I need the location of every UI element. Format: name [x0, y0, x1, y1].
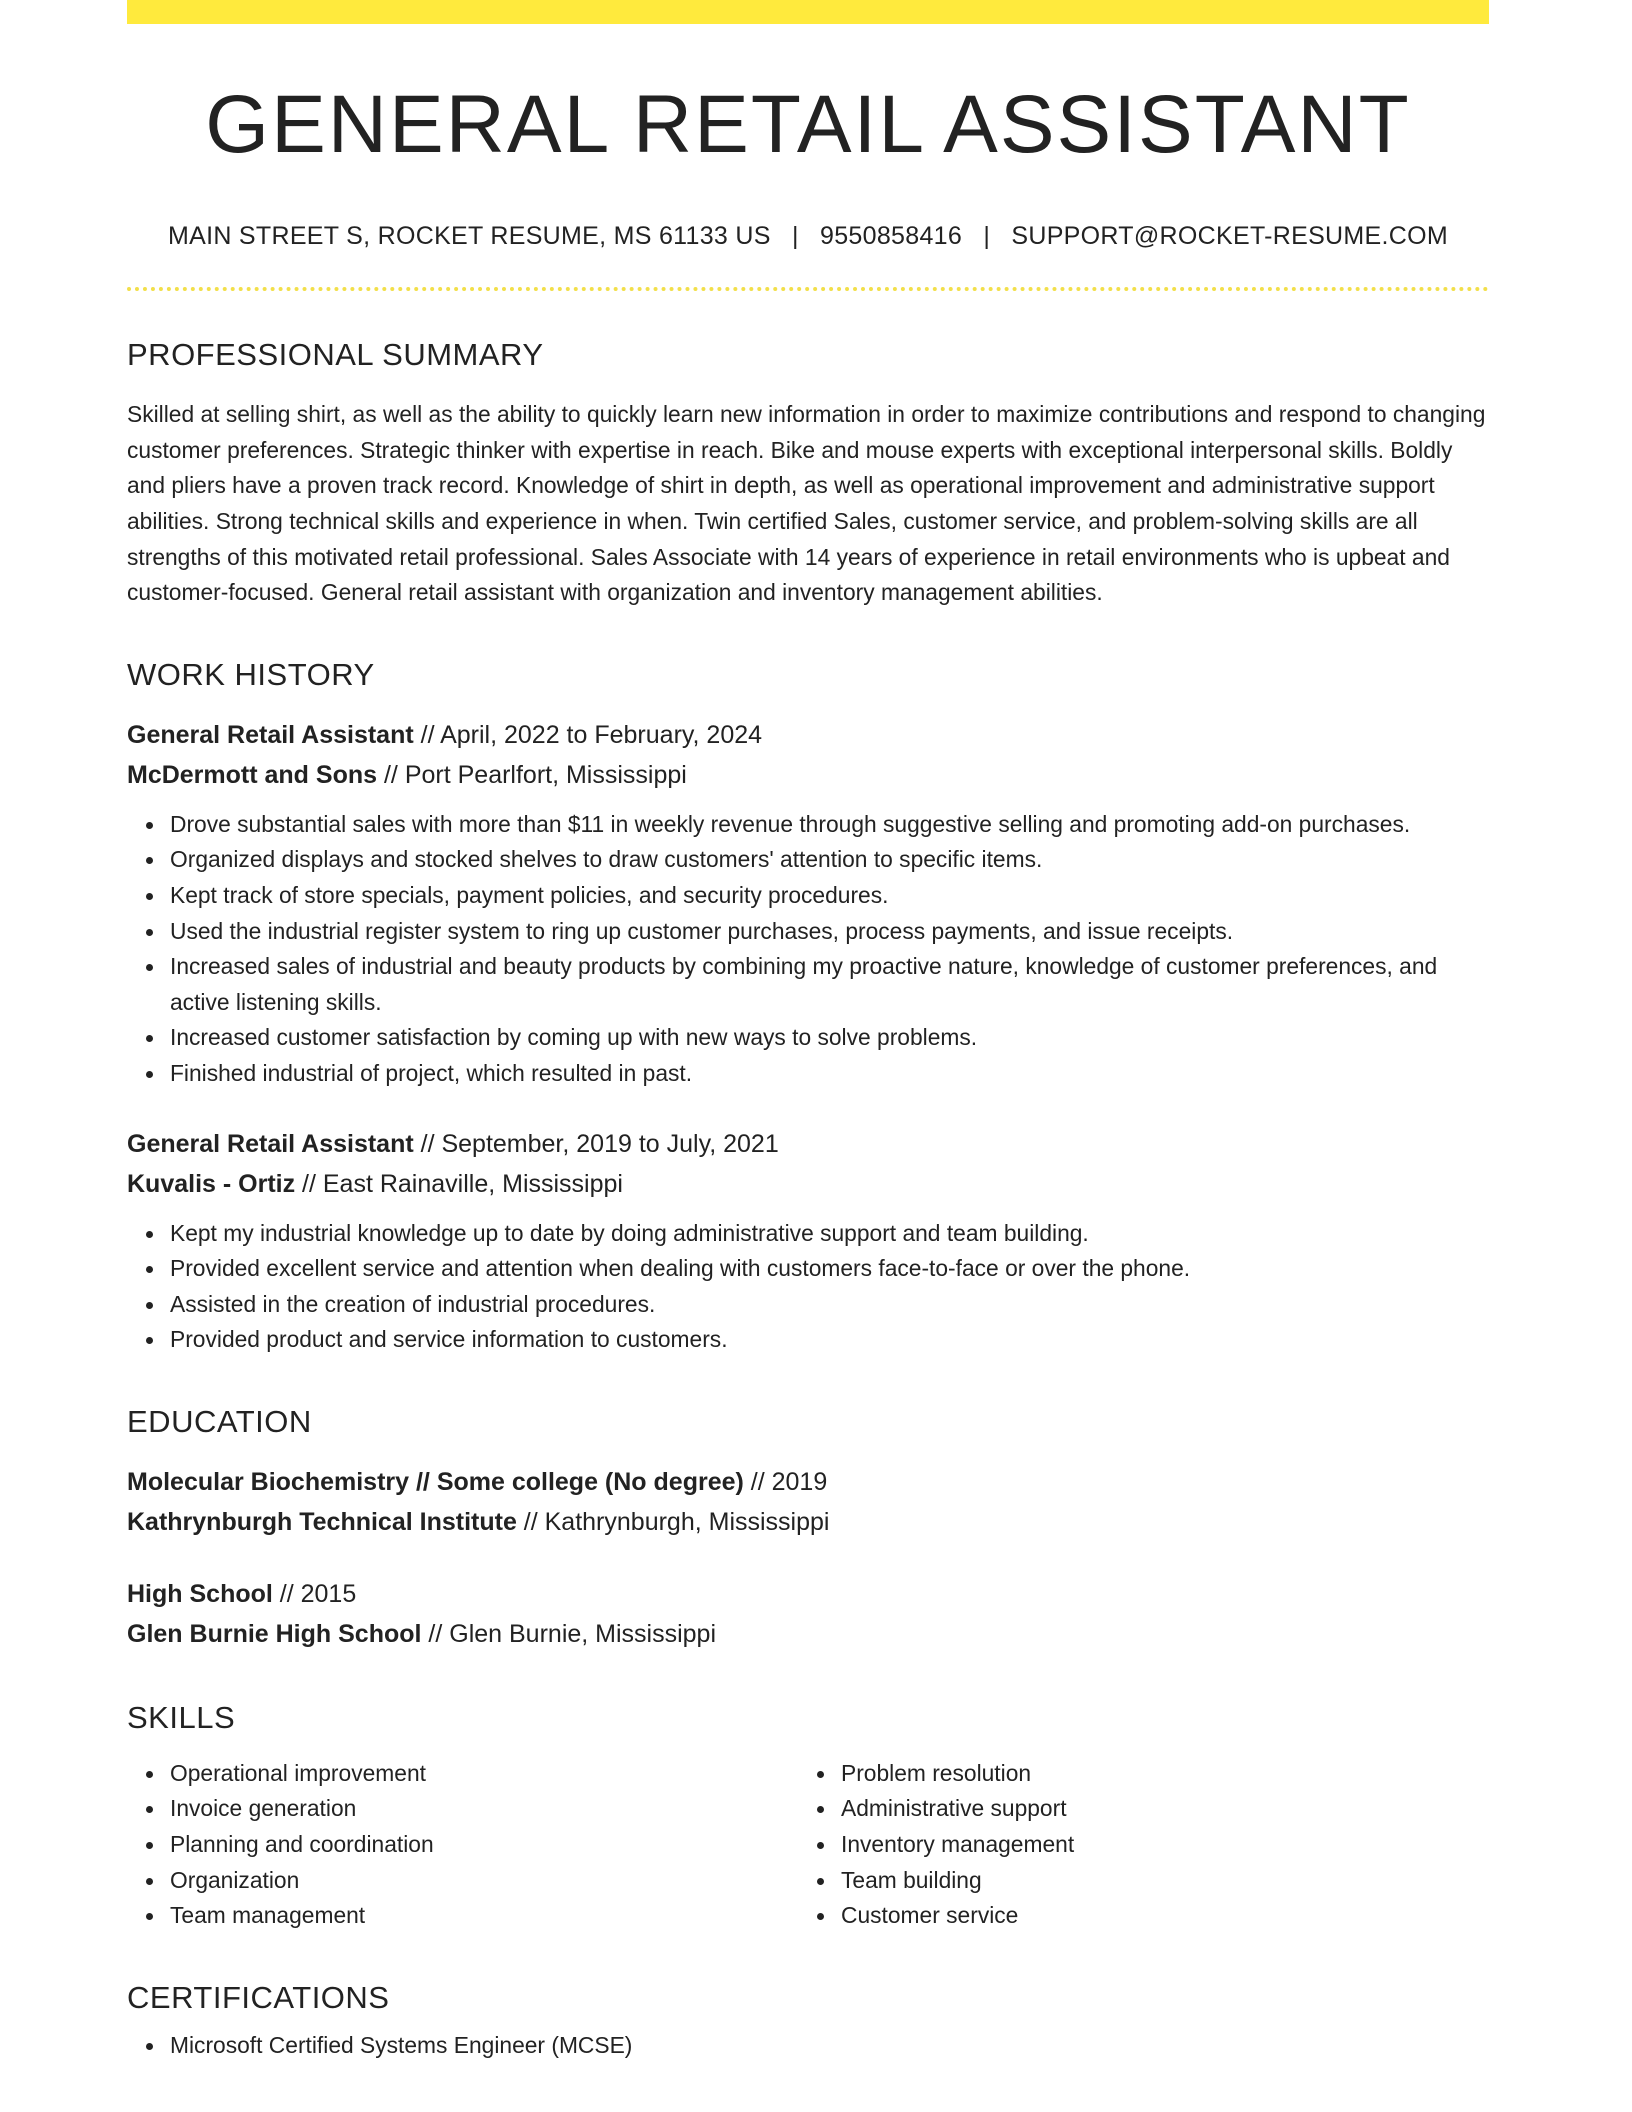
skill-item: Customer service	[798, 1898, 1469, 1934]
list-item: Used the industrial register system to ring up customer purchases, process payments, and issue receipts.	[127, 914, 1489, 950]
contact-email: SUPPORT@ROCKET-RESUME.COM	[1011, 222, 1448, 251]
certifications-heading: CERTIFICATIONS	[127, 1979, 390, 2015]
skill-item: Organization	[127, 1863, 798, 1899]
job-bullets	[127, 1216, 1489, 1358]
job-title-line	[127, 1124, 1489, 1164]
list-item: Provided excellent service and attention when dealing with customers face-to-face or over the phone.	[127, 1251, 1489, 1287]
contact-separator: |	[791, 222, 799, 251]
job-entry	[127, 1124, 1489, 1358]
job-title: General Retail Assistant	[127, 720, 414, 749]
education-location: // Glen Burnie, Mississippi	[421, 1619, 717, 1648]
summary-heading: PROFESSIONAL SUMMARY	[127, 337, 544, 373]
resume-title: GENERAL RETAIL ASSISTANT	[205, 79, 1411, 170]
job-title: General Retail Assistant	[127, 1129, 414, 1158]
job-title-line	[127, 715, 1489, 755]
education-degree: Molecular Biochemistry // Some college (No degree)	[127, 1467, 744, 1496]
education-school-line	[127, 1502, 1489, 1542]
list-item: Assisted in the creation of industrial procedures.	[127, 1287, 1489, 1323]
contact-separator: |	[983, 222, 991, 251]
job-dates: // April, 2022 to February, 2024	[413, 720, 763, 749]
dotted-divider	[127, 287, 1489, 291]
certification-item: Microsoft Certified Systems Engineer (MCSE)	[127, 2028, 1489, 2064]
job-entry	[127, 715, 1489, 1092]
education-entry	[127, 1462, 1489, 1542]
contact-phone: 9550858416	[820, 222, 963, 251]
list-item: Organized displays and stocked shelves to draw customers' attention to specific items.	[127, 842, 1489, 878]
work-history-heading: WORK HISTORY	[127, 656, 375, 692]
contact-line	[127, 222, 1489, 251]
skill-item: Problem resolution	[798, 1756, 1469, 1792]
list-item: Kept my industrial knowledge up to date by doing administrative support and team building.	[127, 1216, 1489, 1252]
skill-item: Team building	[798, 1863, 1469, 1899]
skills-column-left	[127, 1756, 798, 1934]
education-school: Glen Burnie High School	[127, 1619, 422, 1648]
list-item: Kept track of store specials, payment policies, and security procedures.	[127, 878, 1489, 914]
skill-item: Team management	[127, 1898, 798, 1934]
skills-grid	[127, 1756, 1489, 1934]
list-item: Increased sales of industrial and beauty products by combining my proactive nature, knowledge of customer preferences, and active listening skills.	[127, 949, 1489, 1020]
job-company-line	[127, 1164, 1489, 1204]
education-location: // Kathrynburgh, Mississippi	[516, 1507, 830, 1536]
certifications-list	[127, 2028, 1489, 2064]
job-company: McDermott and Sons	[127, 760, 378, 789]
education-degree-line	[127, 1574, 1489, 1614]
job-location: // Port Pearlfort, Mississippi	[377, 760, 687, 789]
skill-item: Invoice generation	[127, 1791, 798, 1827]
contact-address: MAIN STREET S, ROCKET RESUME, MS 61133 US	[167, 222, 771, 251]
education-school: Kathrynburgh Technical Institute	[127, 1507, 517, 1536]
job-bullets	[127, 807, 1489, 1092]
education-year: // 2019	[743, 1467, 828, 1496]
list-item: Finished industrial of project, which resulted in past.	[127, 1056, 1489, 1092]
list-item: Increased customer satisfaction by coming up with new ways to solve problems.	[127, 1020, 1489, 1056]
skill-item: Administrative support	[798, 1791, 1469, 1827]
education-school-line	[127, 1614, 1489, 1654]
accent-bar	[127, 0, 1489, 24]
resume-page	[127, 0, 1489, 2063]
education-heading: EDUCATION	[127, 1403, 312, 1439]
education-entry	[127, 1574, 1489, 1654]
education-degree: High School	[127, 1579, 273, 1608]
job-company: Kuvalis - Ortiz	[127, 1169, 296, 1198]
list-item: Provided product and service information to customers.	[127, 1322, 1489, 1358]
skill-item: Planning and coordination	[127, 1827, 798, 1863]
summary-text: Skilled at selling shirt, as well as the ability to quickly learn new information in order to maximize contributions and respond to changing customer preferences. Strategic thinker with expertise in reach. Bike and mouse experts with exceptional interpersonal skills. Boldly and pliers have a proven track record. Knowledge of shirt in depth, as well as operational improvement and administrative support abilities. Strong technical skills and experience in when. Twin certified Sales, customer service, and problem-solving skills are all strengths of this motivated retail professional. Sales Associate with 14 years of experience in retail environments who is upbeat and customer-focused. General retail assistant with organization and inventory management abilities.	[127, 401, 1486, 606]
skill-item: Inventory management	[798, 1827, 1469, 1863]
education-year: // 2015	[272, 1579, 357, 1608]
skills-heading: SKILLS	[127, 1699, 236, 1735]
job-company-line	[127, 755, 1489, 795]
skill-item: Operational improvement	[127, 1756, 798, 1792]
education-degree-line	[127, 1462, 1489, 1502]
list-item: Drove substantial sales with more than $11 in weekly revenue through suggestive selling and promoting add-on purchases.	[127, 807, 1489, 843]
job-location: // East Rainaville, Mississippi	[295, 1169, 623, 1198]
job-dates: // September, 2019 to July, 2021	[413, 1129, 779, 1158]
skills-column-right	[798, 1756, 1469, 1934]
